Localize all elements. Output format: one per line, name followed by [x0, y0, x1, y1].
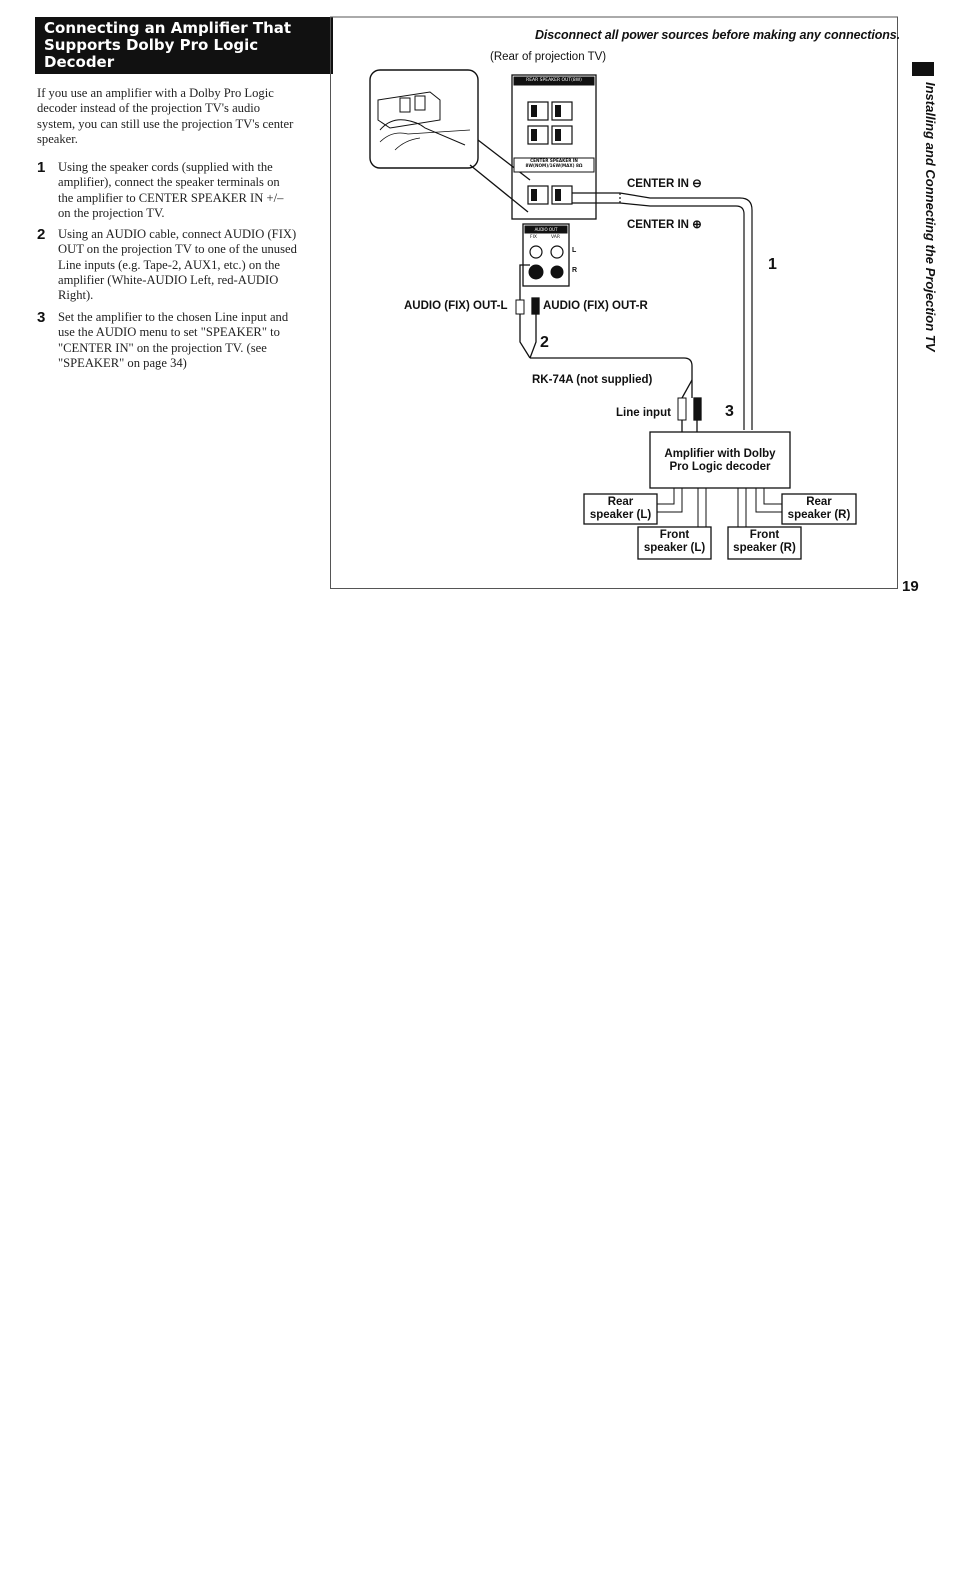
- marker-1: 1: [768, 256, 777, 273]
- audio-out-l-label: AUDIO (FIX) OUT-L: [404, 300, 508, 312]
- panel-r-label: R: [572, 267, 578, 274]
- warning-text: Disconnect all power sources before making any connections.: [535, 28, 901, 42]
- box-line: speaker (L): [643, 541, 706, 554]
- heading-line: Decoder: [44, 53, 115, 71]
- step-number: 2: [37, 226, 46, 243]
- step-line: Right).: [58, 288, 94, 303]
- intro-line: decoder instead of the projection TV's audio: [37, 101, 261, 116]
- step-line: the amplifier to CENTER SPEAKER IN +/–: [58, 190, 284, 205]
- marker-3: 3: [725, 403, 734, 420]
- intro-line: speaker.: [37, 131, 78, 146]
- amplifier-label: [650, 448, 790, 473]
- box-line: speaker (R): [733, 541, 796, 554]
- front-right-label: [728, 529, 801, 554]
- step-number: 1: [37, 159, 46, 176]
- box-line: Amplifier with Dolby: [664, 448, 776, 460]
- center-in-minus-label: CENTER IN ⊖: [627, 178, 702, 190]
- step-line: use the AUDIO menu to set "SPEAKER" to: [58, 325, 280, 340]
- side-title-text: Installing and Connecting the Projection TV: [923, 82, 938, 352]
- step-line: amplifier), connect the speaker terminals on: [58, 175, 280, 190]
- page-number: 19: [902, 578, 919, 595]
- step-line: Line inputs (e.g. Tape-2, AUX1, etc.) on the: [58, 257, 281, 272]
- heading-line: Connecting an Amplifier That: [44, 19, 292, 37]
- box-line: speaker (R): [787, 508, 851, 521]
- step-line: "SPEAKER" on page 34): [58, 355, 187, 370]
- step-line: OUT on the projection TV to one of the unused: [58, 242, 297, 257]
- rear-of-tv-label: (Rear of projection TV): [490, 51, 607, 63]
- heading-line: Supports Dolby Pro Logic: [44, 36, 259, 54]
- box-line: Rear: [607, 496, 634, 508]
- step-line: "CENTER IN" on the projection TV. (see: [58, 340, 267, 355]
- tv-rear-panel: [512, 75, 596, 219]
- step-line: Using an AUDIO cable, connect AUDIO (FIX): [58, 227, 297, 241]
- intro-line: system, you can still use the projection TV's center: [37, 116, 294, 131]
- step-number: 3: [37, 309, 46, 326]
- box-line: speaker (L): [589, 508, 652, 521]
- audio-out-r-label: AUDIO (FIX) OUT-R: [543, 300, 648, 312]
- panel-audio-out-label: AUDIO OUT: [534, 227, 558, 232]
- box-line: Front: [659, 529, 690, 541]
- audio-out-panel: [523, 224, 569, 286]
- side-title: [918, 82, 940, 382]
- cable-label: RK-74A (not supplied): [532, 374, 653, 386]
- inset-magnifier: [370, 70, 478, 168]
- panel-line: CENTER SPEAKER IN: [530, 158, 578, 163]
- panel-center-in-label: [514, 158, 594, 168]
- panel-rear-out-label: REAR SPEAKER OUT(8W): [526, 78, 582, 83]
- panel-line: 8W(NOM)/16W(MAX) 8Ω: [525, 163, 583, 168]
- panel-fix-label: FIX: [530, 235, 537, 240]
- rear-right-label: [782, 496, 856, 521]
- box-line: Front: [749, 529, 780, 541]
- box-line: Rear: [806, 496, 832, 508]
- step-line: on the projection TV.: [58, 205, 165, 220]
- marker-2: 2: [540, 334, 549, 351]
- front-left-label: [638, 529, 711, 554]
- center-in-plus-label: CENTER IN ⊕: [627, 219, 702, 231]
- section-tab: [912, 62, 934, 76]
- step-line: amplifier (White-AUDIO Left, red-AUDIO: [58, 272, 279, 287]
- line-input-label: Line input: [616, 407, 671, 419]
- step-line: Using the speaker cords (supplied with the: [58, 160, 273, 174]
- speaker-wires: [657, 488, 782, 527]
- panel-l-label: L: [572, 247, 577, 254]
- box-line: Pro Logic decoder: [669, 460, 771, 473]
- intro-line: If you use an amplifier with a Dolby Pro Logic: [37, 86, 274, 100]
- step-line: Set the amplifier to the chosen Line input and: [58, 310, 289, 324]
- rear-left-label: [584, 496, 657, 521]
- panel-var-label: VAR: [551, 235, 560, 240]
